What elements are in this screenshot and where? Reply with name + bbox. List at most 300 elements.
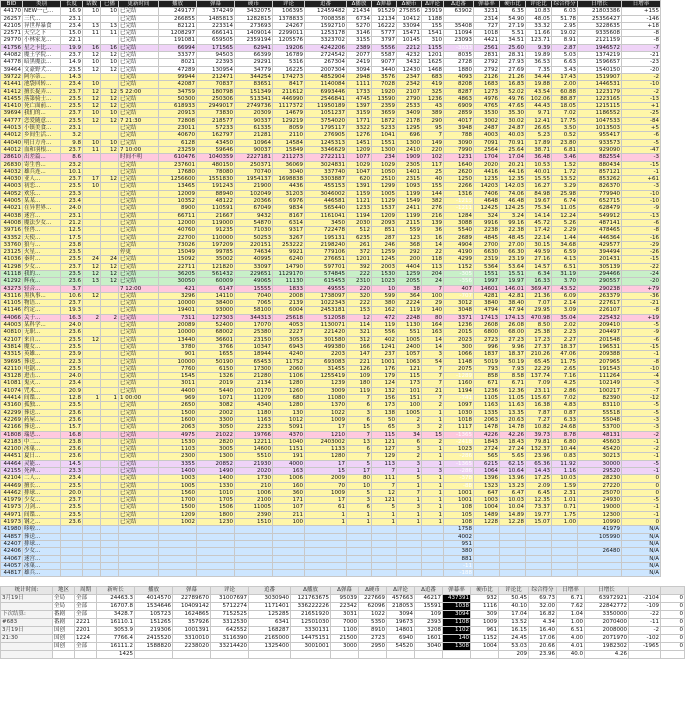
table-cell[interactable]: 40670 <box>159 132 197 139</box>
column-header[interactable]: 硬币 <box>235 1 273 8</box>
table-cell[interactable]: 某科学... <box>23 322 61 329</box>
table-cell[interactable]: N/A <box>622 555 661 562</box>
table-cell[interactable]: 11 <box>101 30 119 37</box>
table-cell[interactable] <box>83 15 101 22</box>
table-cell[interactable]: 1551830 <box>197 176 235 183</box>
table-cell[interactable]: 147 <box>347 351 372 358</box>
table-cell[interactable] <box>197 555 235 562</box>
table-cell[interactable]: 10 <box>83 59 101 66</box>
table-row[interactable] <box>1 504 661 511</box>
table-cell[interactable] <box>578 540 622 547</box>
table-cell[interactable]: 556 <box>372 329 397 336</box>
table-cell[interactable]: 36601 <box>197 336 235 343</box>
table-cell[interactable]: 3409 <box>397 110 422 117</box>
table-cell[interactable]: 6943 <box>273 343 305 350</box>
table-cell[interactable]: 39716 <box>1 227 23 234</box>
table-cell[interactable]: 已完结 <box>119 219 159 226</box>
table-cell[interactable]: 121 <box>397 365 422 372</box>
table-cell[interactable]: 80 <box>422 314 444 321</box>
table-cell[interactable]: 41756 <box>1 44 23 51</box>
table-cell[interactable]: 2728 <box>444 59 474 66</box>
table-cell[interactable]: 4845 <box>474 234 500 241</box>
table-cell[interactable]: 3432 <box>397 59 422 66</box>
table-cell[interactable]: 4976 <box>474 95 500 102</box>
table-cell[interactable] <box>83 555 101 562</box>
table-cell[interactable]: 70837 <box>197 81 235 88</box>
column-header[interactable]: 类别 <box>23 1 61 8</box>
table-cell[interactable]: 42.81 <box>500 292 526 299</box>
table-row[interactable] <box>1 285 661 292</box>
table-cell[interactable]: 140 <box>422 307 444 314</box>
table-cell[interactable]: 294466 <box>578 270 622 277</box>
table-cell[interactable]: 8.6 <box>61 154 83 161</box>
table-cell[interactable]: 683 <box>422 73 444 80</box>
table-cell[interactable]: 已完结 <box>119 373 159 380</box>
table-cell[interactable]: 1920 <box>372 88 397 95</box>
table-cell[interactable]: 10170 <box>235 387 273 394</box>
table-cell[interactable]: 14 <box>422 241 444 248</box>
table-cell[interactable]: 51.78 <box>552 15 578 22</box>
table-cell[interactable]: 211 <box>273 511 305 518</box>
table-cell[interactable]: 1946572 <box>578 44 622 51</box>
table-cell[interactable]: 113 <box>372 460 397 467</box>
summary-cell[interactable]: 全局 <box>53 595 75 603</box>
table-cell[interactable]: -10 <box>622 81 661 88</box>
table-cell[interactable]: 446990 <box>273 95 305 102</box>
table-cell[interactable]: 66994 <box>159 44 197 51</box>
table-row[interactable] <box>1 475 661 482</box>
table-cell[interactable]: 2859 <box>444 110 474 117</box>
summary-cell[interactable]: 2723 <box>359 635 387 643</box>
table-cell[interactable]: 2410 <box>397 146 422 153</box>
table-cell[interactable]: 1 00:00 <box>119 395 159 402</box>
table-cell[interactable]: 1 <box>347 511 372 518</box>
table-cell[interactable]: -2418 <box>444 438 474 445</box>
table-cell[interactable]: 1121 <box>347 198 372 205</box>
table-cell[interactable]: 1378833 <box>273 15 305 22</box>
table-cell[interactable]: 858 <box>474 373 500 380</box>
table-cell[interactable]: 1188 <box>422 15 444 22</box>
table-cell[interactable]: -146 <box>622 15 661 22</box>
table-cell[interactable]: 21281 <box>235 132 273 139</box>
table-cell[interactable]: 100 <box>273 519 305 526</box>
table-cell[interactable]: 25380 <box>235 329 273 336</box>
table-cell[interactable]: 42407 <box>1 540 23 547</box>
table-cell[interactable]: 42155 <box>1 468 23 475</box>
table-cell[interactable]: 6.33 <box>552 416 578 423</box>
summary-cell[interactable]: 0 <box>661 603 685 611</box>
table-cell[interactable]: 151349 <box>235 88 273 95</box>
table-cell[interactable] <box>474 533 500 540</box>
summary-cell[interactable]: 336222226 <box>291 603 331 611</box>
table-cell[interactable]: 48.45 <box>500 234 526 241</box>
table-cell[interactable]: 14601 <box>474 285 500 292</box>
table-cell[interactable]: 197209 <box>197 241 235 248</box>
table-cell[interactable]: 34779 <box>235 66 273 73</box>
table-cell[interactable]: 647 <box>474 489 500 496</box>
table-cell[interactable]: 212471 <box>197 73 235 80</box>
summary-cell[interactable]: 218053 <box>387 603 415 611</box>
table-cell[interactable]: 11.63 <box>500 402 526 409</box>
table-cell[interactable]: 7 12:00 <box>119 285 159 292</box>
table-cell[interactable]: 6976 <box>273 198 305 205</box>
table-cell[interactable]: 迷宫... <box>23 212 61 219</box>
table-cell[interactable]: 65.36 <box>526 460 552 467</box>
summary-cell[interactable]: 53.03 <box>499 643 529 651</box>
table-cell[interactable]: 23011 <box>159 125 197 132</box>
table-cell[interactable]: -15 <box>622 256 661 263</box>
summary-cell[interactable]: 16.82 <box>529 611 557 619</box>
table-cell[interactable]: 30.02 <box>500 117 526 124</box>
table-cell[interactable]: 3048 <box>444 307 474 314</box>
table-row[interactable] <box>1 322 661 329</box>
summary-column-header[interactable]: 弹幕 <box>173 587 211 595</box>
table-cell[interactable]: 14110 <box>197 292 235 299</box>
table-cell[interactable]: 2820 <box>197 438 235 445</box>
table-cell[interactable]: 6.71 <box>500 380 526 387</box>
table-cell[interactable]: 78080 <box>197 168 235 175</box>
table-cell[interactable]: 93000 <box>197 307 235 314</box>
summary-cell[interactable]: 16110.1 <box>97 619 135 627</box>
table-cell[interactable] <box>83 351 101 358</box>
table-cell[interactable]: 290 <box>422 117 444 124</box>
table-cell[interactable]: 1276 <box>347 132 372 139</box>
table-cell[interactable]: 12 <box>101 270 119 277</box>
table-cell[interactable]: 43450 <box>197 139 235 146</box>
summary-cell[interactable]: -109 <box>629 603 661 611</box>
table-cell[interactable]: 2347 <box>397 73 422 80</box>
table-cell[interactable]: 11.92 <box>552 460 578 467</box>
table-cell[interactable]: 1209 <box>159 511 197 518</box>
summary-cell[interactable]: 140 <box>443 635 471 643</box>
table-cell[interactable]: 2722111 <box>305 154 347 161</box>
table-cell[interactable]: 407 <box>444 285 474 292</box>
table-cell[interactable]: 48131 <box>578 431 622 438</box>
table-cell[interactable]: 174.13 <box>500 314 526 321</box>
table-cell[interactable] <box>422 570 444 577</box>
table-cell[interactable]: 119 <box>347 387 372 394</box>
table-cell[interactable]: 6.74 <box>552 198 578 205</box>
table-row[interactable] <box>1 416 661 423</box>
table-cell[interactable]: 11.05 <box>500 395 526 402</box>
table-cell[interactable]: 30050 <box>159 278 197 285</box>
table-cell[interactable]: 18.05 <box>552 103 578 110</box>
table-cell[interactable]: 10000 <box>159 300 197 307</box>
table-cell[interactable]: 487141 <box>578 219 622 226</box>
table-cell[interactable]: -20 <box>622 278 661 285</box>
table-cell[interactable]: 11094 <box>444 30 474 37</box>
table-cell[interactable]: 23093 <box>444 37 474 44</box>
table-row[interactable] <box>1 387 661 394</box>
table-cell[interactable]: -1 <box>622 468 661 475</box>
table-cell[interactable]: 23.8 <box>61 438 83 445</box>
table-cell[interactable]: 6 <box>347 504 372 511</box>
table-cell[interactable]: 68002 <box>197 329 235 336</box>
table-cell[interactable]: 3088 <box>444 219 474 226</box>
table-cell[interactable]: 44.43 <box>526 103 552 110</box>
table-cell[interactable]: 61335 <box>235 125 273 132</box>
table-cell[interactable]: -23 <box>622 59 661 66</box>
table-cell[interactable]: 44777 <box>1 117 23 124</box>
table-cell[interactable]: 3659 <box>372 110 397 117</box>
table-cell[interactable]: 153 <box>347 307 372 314</box>
table-cell[interactable]: 44451 <box>1 453 23 460</box>
table-cell[interactable]: 1152 <box>444 263 474 270</box>
table-row[interactable] <box>1 570 661 577</box>
table-row[interactable] <box>1 314 661 321</box>
table-cell[interactable]: 7.87 <box>526 409 552 416</box>
table-cell[interactable]: 1485813 <box>197 15 235 22</box>
summary-cell[interactable]: 23.96 <box>529 651 557 659</box>
table-cell[interactable]: 23919 <box>422 8 444 15</box>
table-cell[interactable]: 16 <box>83 44 101 51</box>
table-cell[interactable]: 异世界暴食 <box>23 22 61 29</box>
table-cell[interactable] <box>83 511 101 518</box>
table-cell[interactable]: 1186552 <box>578 110 622 117</box>
summary-cell[interactable]: 0 <box>661 627 685 635</box>
table-cell[interactable]: 310 <box>422 37 444 44</box>
table-cell[interactable]: 66.30 <box>500 249 526 256</box>
table-cell[interactable]: 31455 <box>305 365 347 372</box>
table-cell[interactable]: 已完结 <box>119 322 159 329</box>
summary-cell[interactable] <box>471 651 499 659</box>
table-cell[interactable]: 10.03 <box>552 475 578 482</box>
table-cell[interactable]: 2 <box>422 402 444 409</box>
table-cell[interactable]: 123.71 <box>526 37 552 44</box>
table-cell[interactable]: -356 <box>444 278 474 285</box>
table-cell[interactable]: 478465 <box>578 227 622 234</box>
column-header[interactable]: Δ硬币 <box>397 1 422 8</box>
table-row[interactable] <box>1 52 661 59</box>
table-cell[interactable]: 关于... <box>23 314 61 321</box>
table-cell[interactable]: 12.5 <box>61 227 83 234</box>
table-cell[interactable]: 7760 <box>159 365 197 372</box>
table-cell[interactable]: 4093 <box>444 73 474 80</box>
table-cell[interactable]: 2 <box>422 424 444 431</box>
table-row[interactable] <box>1 533 661 540</box>
table-cell[interactable] <box>101 475 119 482</box>
table-cell[interactable]: 1130071 <box>305 322 347 329</box>
table-cell[interactable]: 23.7 <box>61 88 83 95</box>
table-cell[interactable]: 3296 <box>159 292 197 299</box>
table-cell[interactable] <box>83 431 101 438</box>
table-cell[interactable]: 392 <box>347 263 372 270</box>
table-cell[interactable]: 50253 <box>235 234 273 241</box>
table-cell[interactable]: 葬送... <box>23 358 61 365</box>
table-cell[interactable] <box>235 562 273 569</box>
summary-cell[interactable]: 0 <box>661 635 685 643</box>
table-cell[interactable]: 3355 <box>159 460 197 467</box>
table-cell[interactable]: 680 <box>273 395 305 402</box>
table-cell[interactable]: 1010 <box>197 489 235 496</box>
table-cell[interactable]: 1 <box>372 511 397 518</box>
table-cell[interactable]: 小镇美食... <box>23 125 61 132</box>
table-cell[interactable]: 23.7 <box>61 300 83 307</box>
table-cell[interactable]: 8.78 <box>552 431 578 438</box>
table-cell[interactable]: 4190 <box>444 249 474 256</box>
table-cell[interactable]: 5540 <box>444 227 474 234</box>
table-cell[interactable]: 14.9 <box>61 59 83 66</box>
table-cell[interactable]: -1 <box>622 438 661 445</box>
table-cell[interactable]: 1335 <box>474 409 500 416</box>
table-cell[interactable]: -2 <box>622 88 661 95</box>
table-cell[interactable]: 43315 <box>1 351 23 358</box>
summary-cell[interactable]: 62096 <box>359 603 387 611</box>
table-cell[interactable] <box>101 526 119 533</box>
table-cell[interactable]: 已完结 <box>119 270 159 277</box>
table-cell[interactable] <box>83 562 101 569</box>
table-cell[interactable]: 955417 <box>578 132 622 139</box>
table-cell[interactable]: 19.67 <box>526 198 552 205</box>
table-cell[interactable]: 3 <box>397 460 422 467</box>
table-row[interactable] <box>1 343 661 350</box>
table-cell[interactable] <box>500 548 526 555</box>
table-cell[interactable]: 已完结 <box>119 37 159 44</box>
table-cell[interactable]: 41973 <box>1 519 23 526</box>
table-cell[interactable]: 1047533 <box>578 117 622 124</box>
table-cell[interactable]: 139 <box>422 219 444 226</box>
table-cell[interactable]: 魔王学院... <box>23 52 61 59</box>
table-cell[interactable]: 已完结 <box>119 190 159 197</box>
table-cell[interactable]: 13 <box>83 22 101 29</box>
table-cell[interactable]: 90037 <box>235 146 273 153</box>
table-cell[interactable]: 2453181 <box>305 307 347 314</box>
table-cell[interactable]: 65 <box>372 424 397 431</box>
table-cell[interactable]: 1023 <box>444 446 474 453</box>
table-cell[interactable]: 4240 <box>273 351 305 358</box>
table-row[interactable] <box>1 489 661 496</box>
table-cell[interactable]: 275856 <box>397 8 422 15</box>
table-cell[interactable]: 1210 <box>305 431 347 438</box>
table-cell[interactable]: 10 <box>101 59 119 66</box>
table-cell[interactable]: 55518 <box>578 409 622 416</box>
table-cell[interactable]: 24 <box>101 256 119 263</box>
summary-column-header[interactable]: 周期 <box>75 587 97 595</box>
table-cell[interactable]: 孤独... <box>23 402 61 409</box>
table-cell[interactable]: 8035 <box>444 52 474 59</box>
table-cell[interactable]: 99944 <box>159 73 197 80</box>
table-cell[interactable]: 2 <box>101 314 119 321</box>
summary-cell[interactable]: 3094 <box>443 611 471 619</box>
table-cell[interactable]: 3 <box>397 504 422 511</box>
table-cell[interactable]: 23.5 <box>61 256 83 263</box>
table-cell[interactable]: 14.14 <box>526 212 552 219</box>
table-cell[interactable]: 1005 <box>397 336 422 343</box>
table-cell[interactable]: 5.26 <box>552 219 578 226</box>
table-row[interactable] <box>1 402 661 409</box>
table-cell[interactable]: 1106 <box>273 373 305 380</box>
table-cell[interactable]: -10 <box>622 190 661 197</box>
table-row[interactable] <box>1 190 661 197</box>
table-cell[interactable]: 44040 <box>1 139 23 146</box>
table-cell[interactable]: 约定... <box>23 307 61 314</box>
table-cell[interactable] <box>101 307 119 314</box>
summary-cell[interactable]: -102 <box>629 635 661 643</box>
table-cell[interactable]: 1.75 <box>552 511 578 518</box>
table-cell[interactable]: 3040 <box>273 168 305 175</box>
table-cell[interactable]: 进击... <box>23 373 61 380</box>
table-cell[interactable]: 1250 <box>444 176 474 183</box>
table-cell[interactable]: 23.3 <box>61 190 83 197</box>
table-cell[interactable]: 7040 <box>235 292 273 299</box>
table-cell[interactable]: 47.06 <box>552 351 578 358</box>
table-cell[interactable]: 间谍... <box>23 511 61 518</box>
table-cell[interactable] <box>101 132 119 139</box>
table-cell[interactable]: 29770 <box>1 37 23 44</box>
table-cell[interactable]: 1 <box>422 497 444 504</box>
table-cell[interactable]: 23.1 <box>61 15 83 22</box>
summary-cell[interactable]: -1965 <box>629 643 661 651</box>
table-cell[interactable]: 29291 <box>235 59 273 66</box>
table-cell[interactable]: 已完结 <box>119 59 159 66</box>
table-cell[interactable]: 2093 <box>372 219 397 226</box>
table-cell[interactable]: 419 <box>422 81 444 88</box>
table-cell[interactable]: 7406 <box>474 190 500 197</box>
table-cell[interactable]: -3 <box>622 380 661 387</box>
table-cell[interactable] <box>347 548 372 555</box>
table-cell[interactable]: 小林家龙... <box>23 37 61 44</box>
column-header[interactable]: Δ播放 <box>347 1 372 8</box>
table-cell[interactable]: 黑执事... <box>23 292 61 299</box>
table-cell[interactable]: 5 <box>347 460 372 467</box>
table-cell[interactable]: 1209 <box>372 212 397 219</box>
table-cell[interactable]: 23.6 <box>61 416 83 423</box>
table-cell[interactable]: 2008 <box>273 292 305 299</box>
summary-cell[interactable]: 32.00 <box>529 603 557 611</box>
table-cell[interactable]: 23.4 <box>61 22 83 29</box>
table-cell[interactable]: 夏日... <box>23 453 61 460</box>
table-cell[interactable]: 29520 <box>578 468 622 475</box>
table-cell[interactable] <box>83 409 101 416</box>
table-cell[interactable] <box>83 37 101 44</box>
table-cell[interactable]: 11005 <box>235 504 273 511</box>
table-cell[interactable]: 10 <box>83 81 101 88</box>
table-cell[interactable]: 22393 <box>197 59 235 66</box>
table-cell[interactable]: 2792 <box>474 59 500 66</box>
table-cell[interactable]: 1800 <box>197 511 235 518</box>
table-cell[interactable]: 23.11 <box>526 387 552 394</box>
table-cell[interactable]: 14600 <box>235 446 273 453</box>
table-cell[interactable]: 696 <box>397 132 422 139</box>
table-cell[interactable]: 1231 <box>444 154 474 161</box>
table-cell[interactable]: 110591 <box>197 205 235 212</box>
table-cell[interactable] <box>197 548 235 555</box>
table-cell[interactable]: 42087 <box>159 81 197 88</box>
table-cell[interactable] <box>119 526 159 533</box>
table-cell[interactable]: 210 <box>235 482 273 489</box>
summary-cell[interactable]: 1004 <box>471 643 499 651</box>
table-cell[interactable]: 1396 <box>474 475 500 482</box>
table-cell[interactable] <box>83 154 101 161</box>
table-row[interactable] <box>1 526 661 533</box>
table-cell[interactable] <box>422 540 444 547</box>
table-cell[interactable]: 1 <box>422 511 444 518</box>
summary-cell[interactable]: 3031 <box>331 611 359 619</box>
table-row[interactable] <box>1 438 661 445</box>
table-cell[interactable] <box>372 555 397 562</box>
table-cell[interactable]: 12 <box>83 263 101 270</box>
table-cell[interactable]: 2248 <box>397 314 422 321</box>
table-cell[interactable]: 50.19 <box>500 358 526 365</box>
table-cell[interactable]: 3840 <box>474 300 500 307</box>
table-cell[interactable] <box>197 562 235 569</box>
table-cell[interactable] <box>83 416 101 423</box>
table-cell[interactable] <box>101 234 119 241</box>
table-row[interactable] <box>1 446 661 453</box>
table-cell[interactable]: 39.73 <box>526 431 552 438</box>
table-cell[interactable]: 2100 <box>235 497 273 504</box>
table-cell[interactable]: 364 <box>397 292 422 299</box>
